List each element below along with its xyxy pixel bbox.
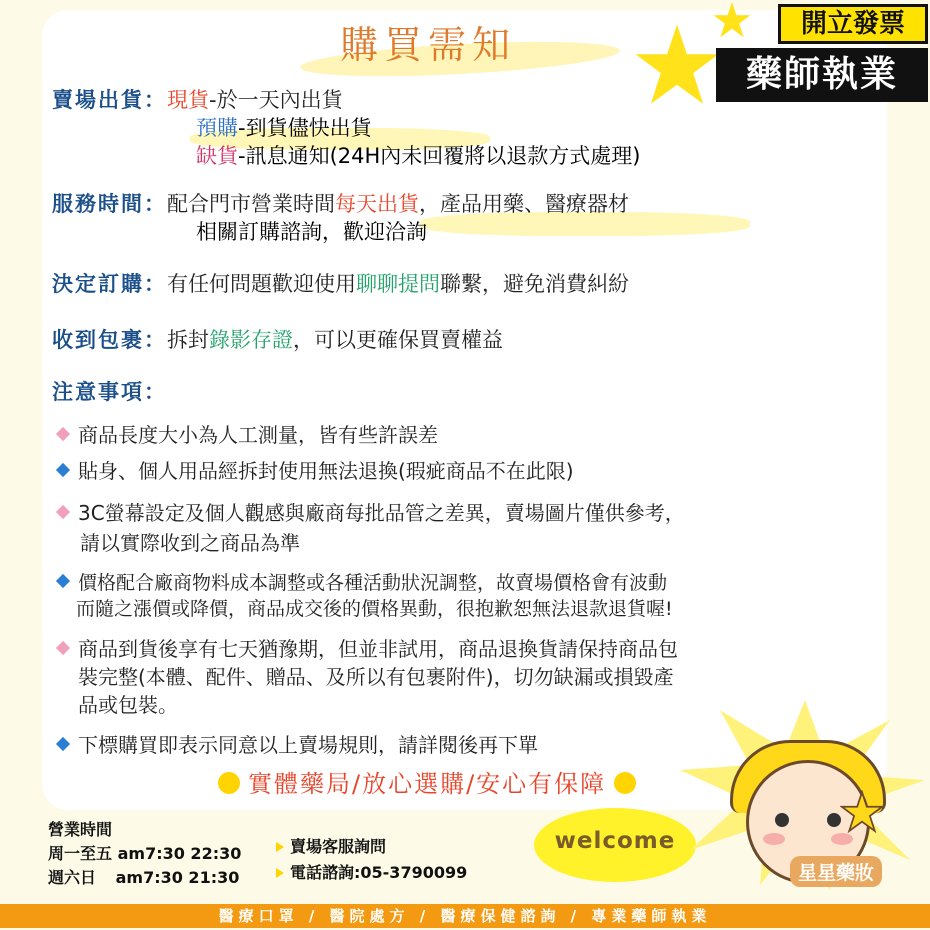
pharmacist-badge: 藥師執業: [716, 48, 928, 102]
smiley-icon: [614, 772, 636, 794]
welcome-text: welcome: [554, 828, 676, 854]
weekday-time: am7:30 22:30: [117, 844, 242, 863]
smiley-icon: [218, 772, 240, 794]
contact-service: 賣場客服詢問: [276, 834, 386, 857]
notes-section: [52, 378, 167, 406]
diamond-bullet-icon: [56, 426, 70, 440]
note-item: 3C螢幕設定及個人觀感與廠商每批品管之差異，賣場圖片僅供參考，: [56, 498, 685, 528]
diamond-bullet-icon: [56, 504, 70, 518]
diamond-bullet-icon: [56, 573, 70, 587]
service-text-b: ，產品用藥、醫療器材: [419, 192, 629, 216]
order-highlight: 聊聊提問: [356, 272, 440, 296]
shipping-text-preorder: -到貨儘快出貨: [238, 116, 372, 140]
service-highlight: 每天出貨: [335, 192, 419, 216]
shipping-key-outofstock: 缺貨: [196, 144, 238, 168]
service-section: [52, 190, 629, 218]
service-line2: 相關訂購諮詢，歡迎洽詢: [196, 220, 427, 244]
order-text-a: 有任何問題歡迎使用: [167, 272, 356, 296]
receive-highlight: 錄影存證: [209, 328, 293, 352]
service-label: 服務時間：: [52, 192, 167, 216]
star-icon: [712, 0, 752, 40]
mascot-name: 星星藥妝: [790, 856, 882, 887]
order-text-b: 聯繫，避免消費糾紛: [440, 272, 629, 296]
diamond-bullet-icon: [56, 736, 70, 750]
note-item: 下標購買即表示同意以上賣場規則，請詳閱後再下單: [56, 730, 538, 760]
receive-text-a: 拆封: [167, 328, 209, 352]
note-item-continued: 請以實際收到之商品為準: [80, 531, 300, 555]
note-item: 商品到貨後享有七天猶豫期，但並非試用，商品退換貨請保持商品包: [56, 634, 678, 664]
note-item: 價格配合廠商物料成本調整或各種活動狀況調整，故賣場價格會有波動: [56, 568, 667, 598]
hours-title: 營業時間: [48, 820, 113, 839]
receive-text-b: ，可以更確保買賣權益: [293, 328, 503, 352]
order-label: 決定訂購：: [52, 272, 167, 296]
business-hours: [48, 818, 241, 890]
star-icon: [632, 20, 722, 110]
note-item-continued: 裝完整(本體、配件、贈品、及所以有包裹附件)，切勿缺漏或損毀產: [78, 665, 674, 689]
weekday-label: 周一至五: [48, 844, 113, 863]
welcome-bubble: [534, 808, 696, 882]
shipping-outofstock: [196, 142, 640, 170]
diamond-bullet-icon: [56, 462, 70, 476]
note-item-continued: 品或包裝。: [78, 693, 178, 717]
eye-icon: [827, 813, 841, 827]
footer-bar: [0, 904, 930, 928]
contact-phone: 電話諮詢:05-3790099: [276, 860, 467, 883]
invoice-badge: 開立發票: [778, 4, 928, 44]
star-icon: [840, 790, 884, 834]
shipping-label: 賣場出貨：: [52, 88, 167, 112]
receive-label: 收到包裹：: [52, 328, 167, 352]
cheek-icon: [831, 833, 853, 845]
notes-label: 注意事項：: [52, 380, 167, 404]
order-section: [52, 270, 629, 298]
weekend-time: am7:30 21:30: [115, 868, 240, 887]
arrow-icon: [276, 842, 284, 852]
shipping-section: [52, 86, 343, 114]
shipping-text-outofstock: -訊息通知(24H內未回覆將以退款方式處理): [238, 144, 641, 168]
cheek-icon: [763, 833, 785, 845]
weekend-label: 週六日: [48, 868, 97, 887]
note-item-continued: 而隨之漲價或降價，商品成交後的價格異動，很抱歉恕無法退款退貨喔!: [76, 598, 673, 620]
note-item: 貼身、個人用品經拆封使用無法退換(瑕疵商品不在此限): [56, 456, 574, 486]
shipping-text-instock: -於一天內出貨: [209, 88, 343, 112]
footer-text: 醫療口罩 / 醫院處方 / 醫療保健諮詢 / 專業藥師執業: [218, 907, 712, 925]
service-text-a: 配合門市營業時間: [167, 192, 335, 216]
arrow-icon: [276, 868, 284, 878]
badge: [682, 0, 930, 104]
eye-icon: [775, 813, 789, 827]
shipping-key-instock: 現貨: [167, 88, 209, 112]
note-item: 商品長度大小為人工測量，皆有些許誤差: [56, 420, 438, 450]
diamond-bullet-icon: [56, 640, 70, 654]
page-title: 購買需知: [340, 23, 517, 67]
slogan: 實體藥局/放心選購/安心有保障: [210, 764, 644, 799]
receive-section: [52, 326, 503, 354]
shipping-preorder: [196, 114, 372, 142]
shipping-key-preorder: 預購: [196, 116, 238, 140]
